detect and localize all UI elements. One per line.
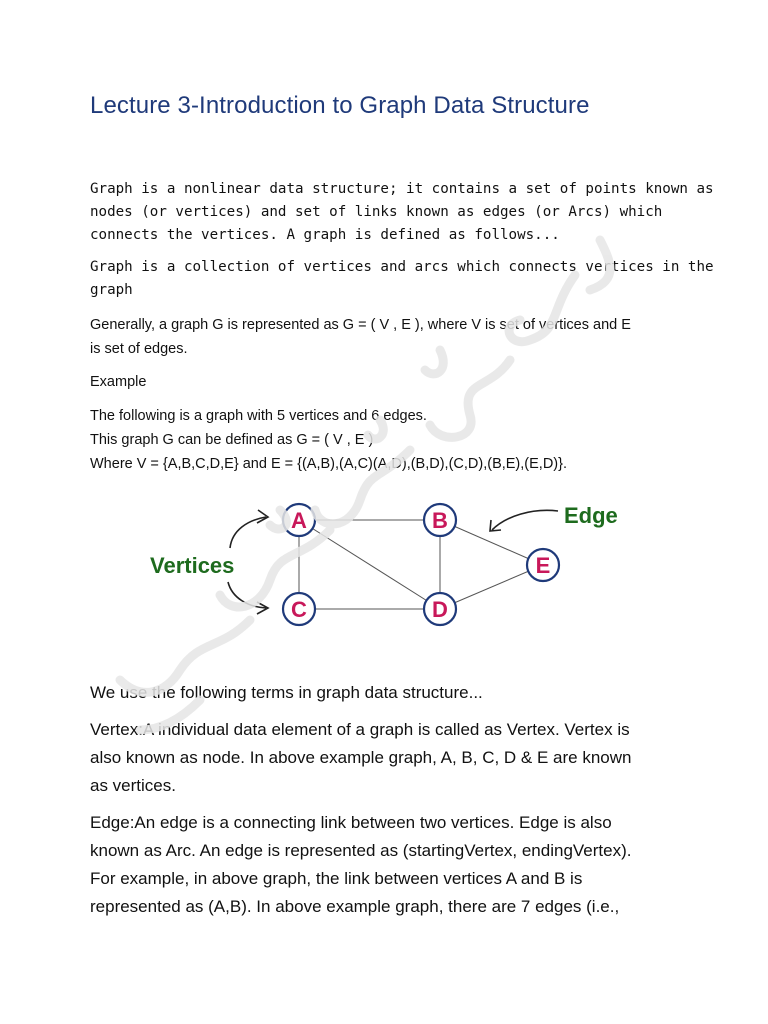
text-line: The following is a graph with 5 vertices and 6 edges.: [90, 408, 427, 424]
text-line: Graph is a collection of vertices and arcs which connects vertices in the: [90, 259, 714, 275]
text-line: Graph is a nonlinear data structure; it contains a set of points known as: [90, 181, 714, 197]
node-D: [424, 593, 456, 625]
definition-paragraph: [90, 256, 714, 302]
node-label: B: [432, 508, 448, 533]
edge-paragraph: [90, 809, 690, 921]
text-line: also known as node. In above example graph, A, B, C, D & E are known: [90, 748, 632, 767]
text-line: Where V = {A,B,C,D,E} and E = {(A,B),(A,C)(A,D),(B,D),(C,D),(B,E),(E,D)}.: [90, 456, 567, 472]
node-label: C: [291, 597, 307, 622]
node-A: [283, 504, 315, 536]
edge-callout: Edge: [564, 503, 618, 528]
text-line: known as Arc. An edge is represented as (startingVertex, endingVertex).: [90, 841, 632, 860]
node-label: E: [535, 553, 551, 578]
node-label: D: [432, 597, 448, 622]
node-C: [283, 593, 315, 625]
node-label: A: [291, 508, 307, 533]
arrowhead-icon: [257, 510, 268, 523]
text-line: graph: [90, 282, 133, 298]
vertex-paragraph: [90, 716, 690, 800]
text-line: Edge:An edge is a connecting link between two vertices. Edge is also: [90, 813, 612, 832]
example-label: Example: [90, 374, 147, 390]
edge-arrow: [492, 510, 558, 530]
text-line: This graph G can be defined as G = ( V , E ): [90, 432, 374, 448]
terms-intro: We use the following terms in graph data structure...: [90, 683, 483, 702]
general-paragraph: [90, 313, 690, 361]
text-line: connects the vertices. A graph is defined as follows...: [90, 227, 560, 243]
nodes-layer: [283, 504, 559, 625]
text-line: is set of edges.: [90, 341, 188, 357]
node-B: [424, 504, 456, 536]
graph-figure: [0, 490, 768, 640]
node-E: [527, 549, 559, 581]
vertices-callout: Vertices: [150, 553, 235, 578]
text-line: Vertex:A individual data element of a graph is called as Vertex. Vertex is: [90, 720, 630, 739]
edge-A-D: [299, 520, 440, 609]
example-paragraph: [90, 404, 690, 476]
text-line: nodes (or vertices) and set of links known as edges (or Arcs) which: [90, 204, 663, 220]
text-line: represented as (A,B). In above example graph, there are 7 edges (i.e.,: [90, 897, 620, 916]
text-line: Generally, a graph G is represented as G = ( V , E ), where V is set of vertices and E: [90, 317, 631, 333]
page-title: Lecture 3-Introduction to Graph Data Structure: [90, 92, 590, 119]
intro-paragraph: [90, 178, 714, 247]
edges-layer: [299, 520, 543, 609]
text-line: For example, in above graph, the link between vertices A and B is: [90, 869, 583, 888]
text-line: as vertices.: [90, 776, 176, 795]
